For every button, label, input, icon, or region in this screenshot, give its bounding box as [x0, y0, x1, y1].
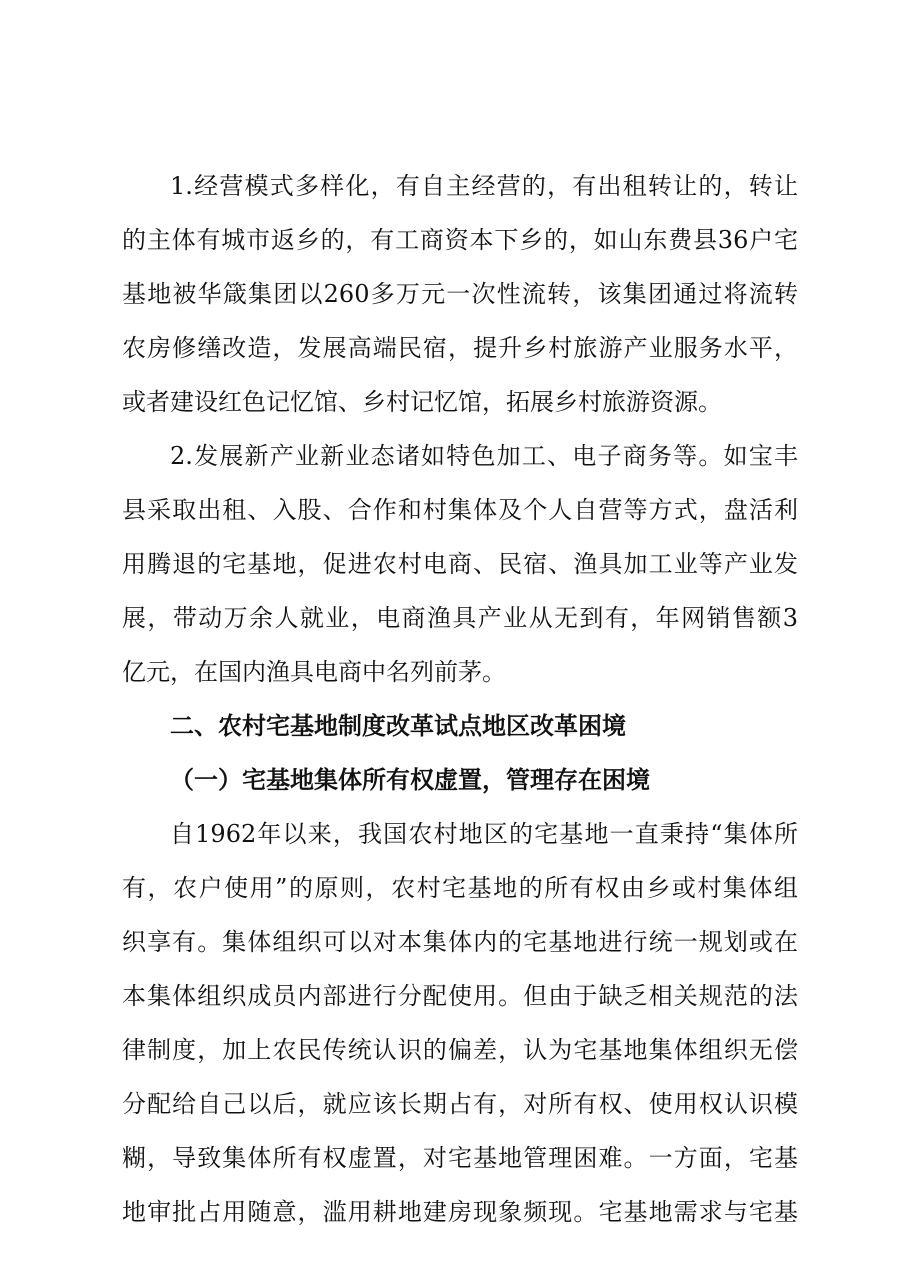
- subsection-heading: （一）宅基地集体所有权虚置，管理存在困境: [170, 765, 650, 794]
- section-heading: 二、农村宅基地制度改革试点地区改革困境: [170, 712, 626, 740]
- document-page: [122, 168, 798, 1248]
- paragraph-3: [122, 816, 798, 1248]
- paragraph-2: [122, 438, 798, 708]
- paragraph-1: [122, 168, 798, 438]
- text-line: 糊，导致集体所有权虚置，对宅基地管理困难。一方面，宅基: [122, 1144, 798, 1172]
- text-line: 或者建设红色记忆馆、乡村记忆馆，拓展乡村旅游资源。: [122, 388, 722, 416]
- text-line: 1.经营模式多样化，有自主经营的，有出租转让的，转让: [170, 172, 798, 200]
- text-line: 用腾退的宅基地，促进农村电商、民宿、渔具加工业等产业发: [122, 550, 798, 578]
- text-line: 织享有。集体组织可以对本集体内的宅基地进行统一规划或在: [122, 928, 798, 956]
- text-line: 的主体有城市返乡的，有工商资本下乡的，如山东费县36户宅: [122, 226, 798, 254]
- text-line: 基地被华箴集团以260多万元一次性流转，该集团通过将流转: [122, 280, 798, 308]
- text-line: 分配给自己以后，就应该长期占有，对所有权、使用权认识模: [122, 1090, 798, 1118]
- text-line: 县采取出租、入股、合作和村集体及个人自营等方式，盘活利: [122, 496, 798, 524]
- text-line: 展，带动万余人就业，电商渔具产业从无到有，年网销售额3: [122, 604, 798, 632]
- text-line: 律制度，加上农民传统认识的偏差，认为宅基地集体组织无偿: [122, 1036, 798, 1064]
- text-line: 自1962年以来，我国农村地区的宅基地一直秉持“集体所: [170, 820, 798, 848]
- text-line: 2.发展新产业新业态诸如特色加工、电子商务等。如宝丰: [170, 442, 798, 470]
- text-line: 本集体组织成员内部进行分配使用。但由于缺乏相关规范的法: [122, 982, 798, 1010]
- text-line: 地审批占用随意，滥用耕地建房现象频现。宅基地需求与宅基: [122, 1198, 798, 1226]
- text-line: 有，农户使用”的原则，农村宅基地的所有权由乡或村集体组: [122, 874, 798, 902]
- text-line: 农房修缮改造，发展高端民宿，提升乡村旅游产业服务水平，: [122, 334, 798, 362]
- text-line: 亿元，在国内渔具电商中名列前茅。: [122, 658, 506, 686]
